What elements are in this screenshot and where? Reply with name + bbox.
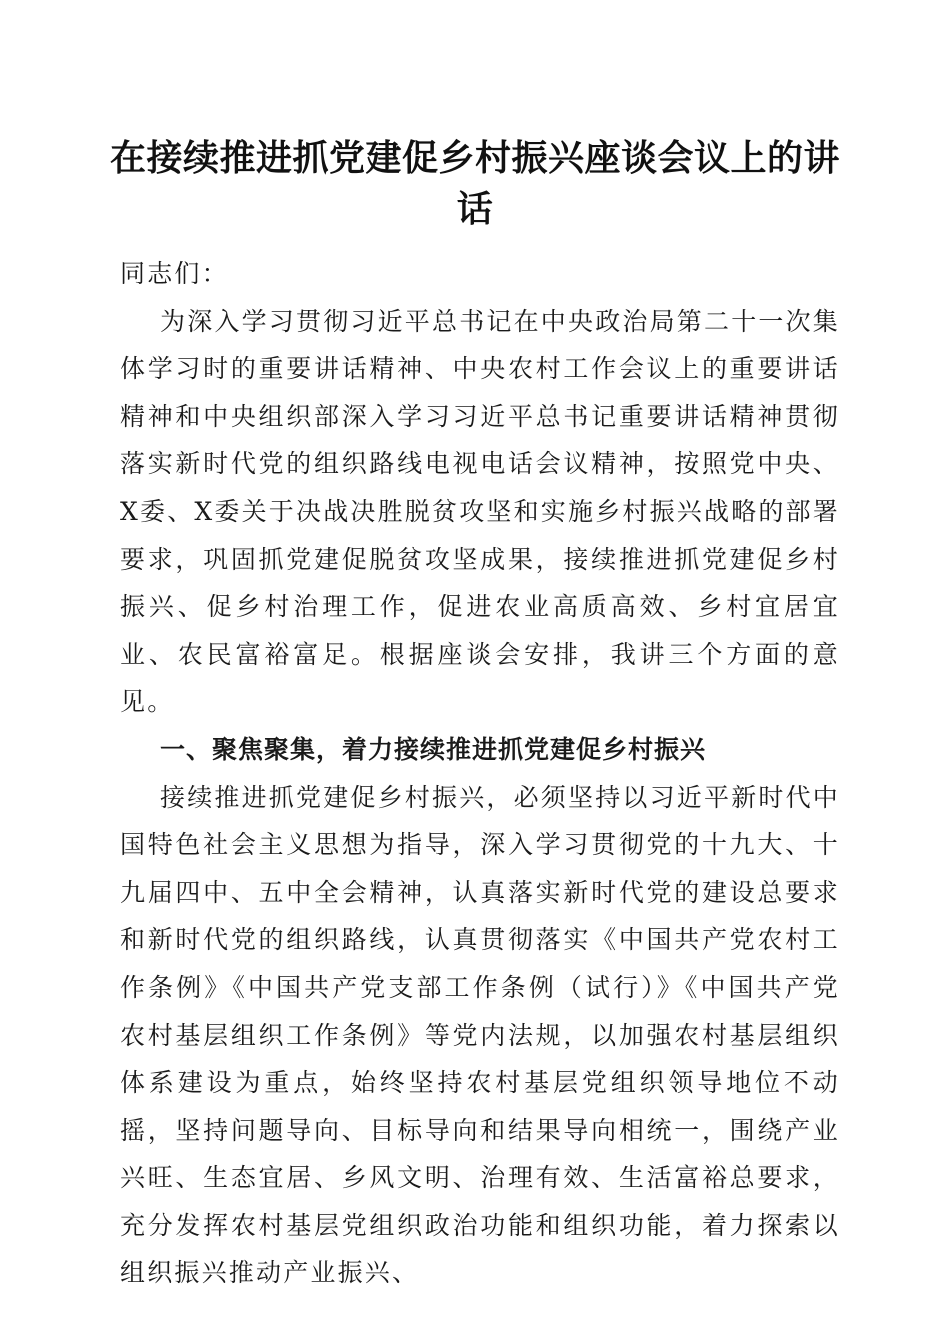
intro-paragraph: 为深入学习贯彻习近平总书记在中央政治局第二十一次集体学习时的重要讲话精神、中央农村工作会议上的重要讲话精神和中央组织部深入学习习近平总书记重要讲话精神贯彻落实新时代党的组织路线电视电话会议精神，按照党中央、X委、X委关于决战决胜脱贫攻坚和实施乡村振兴战略的部署要求，巩固抓党建促脱贫攻坚成果，接续推进抓党建促乡村振兴、促乡村治理工作，促进农业高质高效、乡村宜居宜业、农民富裕富足。根据座谈会安排，我讲三个方面的意见。 <box>120 306 841 717</box>
section-paragraph: 接续推进抓党建促乡村振兴，必须坚持以习近平新时代中国特色社会主义思想为指导，深入学习贯彻党的十九大、十九届四中、五中全会精神，认真落实新时代党的建设总要求和新时代党的组织路线，认真贯彻落实《中国共产党农村工作条例》《中国共产党支部工作条例（试行）》《中国共产党农村基层组织工作条例》等党内法规，以加强农村基层组织体系建设为重点，始终坚持农村基层党组织领导地位不动摇，坚持问题导向、目标导向和结果导向相统一，围绕产业兴旺、生态宜居、乡风文明、治理有效、生活富裕总要求，充分发挥农村基层党组织政治功能和组织功能，着力探索以组织振兴推动产业振兴、 <box>120 782 841 1288</box>
document-body <box>120 250 840 1297</box>
document-title: 在接续推进抓党建促乡村振兴座谈会议上的讲话 <box>110 137 841 230</box>
salutation: 同志们： <box>120 259 229 288</box>
section-heading: 一、聚焦聚集，着力接续推进抓党建促乡村振兴 <box>160 734 707 764</box>
